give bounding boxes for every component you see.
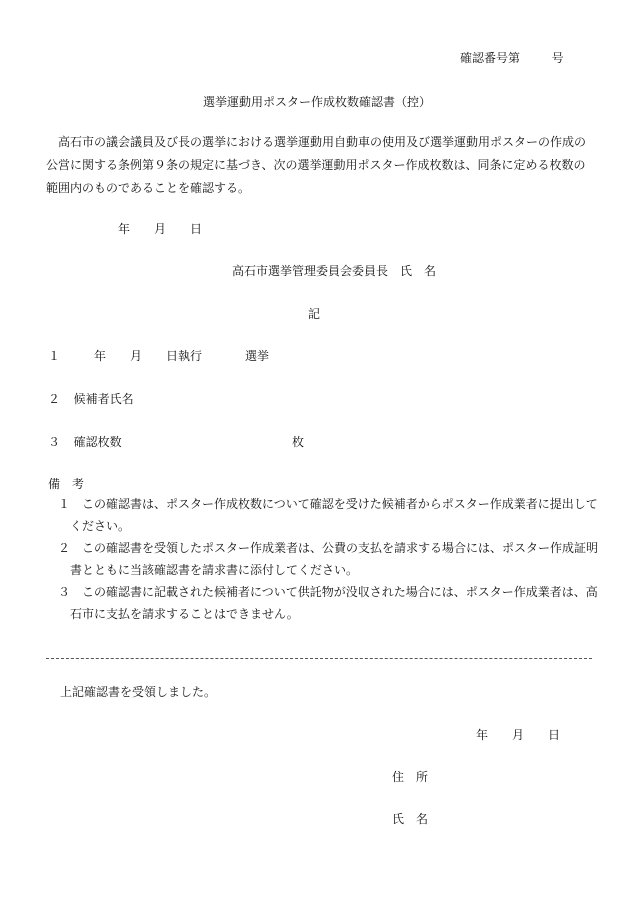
body-paragraph: 高石市の議会議員及び長の選挙における選挙運動用自動車の使用及び選挙運動用ポスターの作成の公営に関する条例第９条の規定に基づき、次の選挙運動用ポスター作成枚数は、同条に定める枚数の範囲内のものであることを確認する。 bbox=[46, 135, 587, 195]
item-number: １ bbox=[48, 349, 61, 363]
remark-text: この確認書を受領したポスター作成業者は、公費の支払を請求する場合には、ポスター作成証明書とともに当該確認書を請求書に添付してください。 bbox=[70, 541, 599, 577]
issuer-line: 高石市選挙管理委員会委員長 氏 名 bbox=[232, 264, 437, 278]
document-title: 選挙運動用ポスター作成枚数確認書（控） bbox=[203, 95, 432, 109]
remark-note bbox=[58, 537, 598, 581]
item-election-label: 選挙 bbox=[245, 349, 270, 363]
cut-line-divider bbox=[46, 658, 592, 659]
remark-number: ２ bbox=[58, 541, 71, 555]
issue-date-month: 月 bbox=[154, 222, 167, 236]
item-count-unit: 枚 bbox=[292, 435, 305, 449]
item-number: ２ bbox=[48, 392, 61, 406]
remark-number: １ bbox=[58, 497, 71, 511]
item-number: ３ bbox=[48, 435, 61, 449]
item-election-year: 年 bbox=[94, 349, 107, 363]
receipt-date-year: 年 bbox=[476, 728, 489, 742]
ki-heading: 記 bbox=[308, 307, 321, 321]
remark-note bbox=[58, 581, 598, 625]
issue-date-day: 日 bbox=[190, 222, 203, 236]
remarks-heading: 備 考 bbox=[48, 477, 85, 491]
remark-text: この確認書は、ポスター作成枚数について確認を受けた候補者からポスター作成業者に提出してください。 bbox=[70, 497, 598, 533]
issue-date-year: 年 bbox=[118, 222, 131, 236]
item-label: 候補者氏名 bbox=[73, 392, 134, 406]
remark-number: ３ bbox=[58, 585, 71, 599]
receipt-date-day: 日 bbox=[548, 728, 561, 742]
receipt-statement: 上記確認書を受領しました。 bbox=[60, 685, 217, 699]
confirmation-number-prefix: 確認番号第 bbox=[460, 51, 521, 65]
remark-note bbox=[58, 493, 598, 537]
receipt-date bbox=[476, 729, 560, 741]
remark-text: この確認書に記載された候補者について供託物が没収された場合には、ポスター作成業者は、高石市に支払を請求することはできません。 bbox=[70, 585, 598, 621]
issue-date bbox=[118, 223, 202, 235]
receipt-date-month: 月 bbox=[512, 728, 525, 742]
item-label: 確認枚数 bbox=[73, 435, 122, 449]
item-election-date bbox=[48, 350, 60, 362]
item-election-day-exec: 日執行 bbox=[166, 349, 203, 363]
receipt-address-label: 住 所 bbox=[392, 770, 429, 784]
confirmation-number-suffix: 号 bbox=[551, 51, 564, 65]
item-candidate-name bbox=[48, 393, 134, 405]
confirmation-number bbox=[460, 52, 564, 64]
item-confirmed-count bbox=[48, 436, 122, 448]
item-election-month: 月 bbox=[130, 349, 143, 363]
receipt-name-label: 氏 名 bbox=[392, 812, 429, 826]
